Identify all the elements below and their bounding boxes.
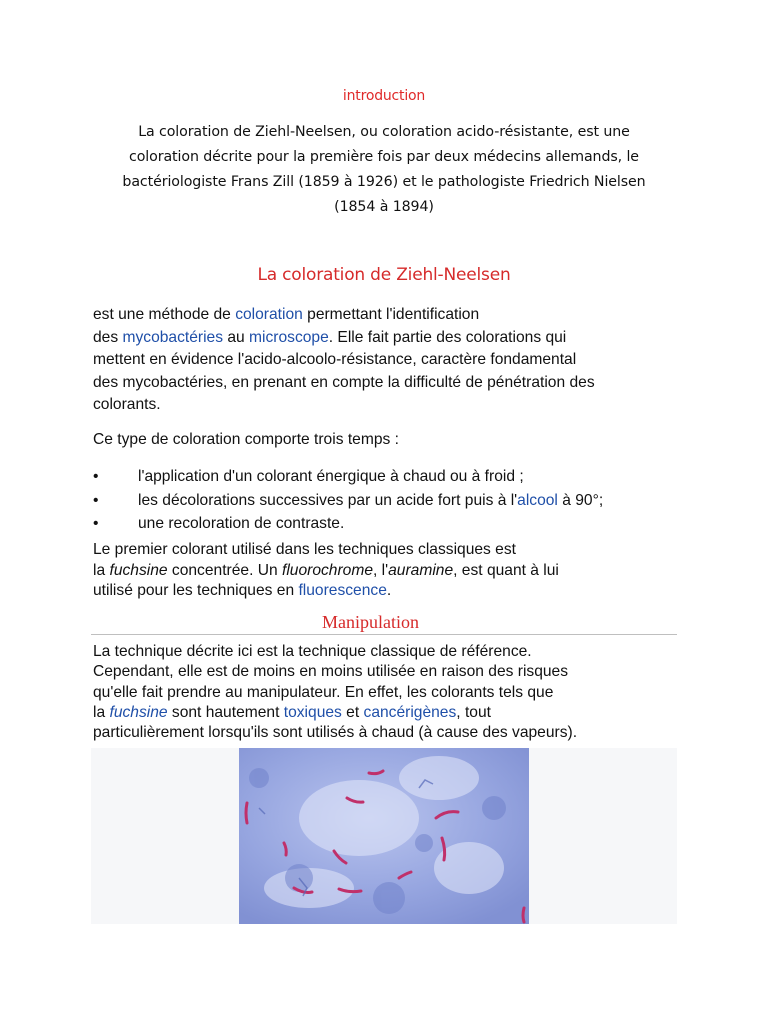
description-paragraph: est une méthode de coloration permettant l'identification des mycobactéries au microscope. Elle fait partie des colorations qui mettent en évidence l'acido-alcoolo-résistance, caractère fondamental des mycobactéries, en prenant en compte la difficulté de pénétration des colorants. bbox=[93, 306, 595, 413]
bullet-icon: • bbox=[93, 491, 99, 509]
fuchsine-link[interactable]: fuchsine bbox=[109, 703, 168, 721]
cancerigenes-link[interactable]: cancérigènes bbox=[363, 703, 457, 721]
manipulation-heading: Manipulation bbox=[322, 612, 419, 632]
toxiques-link[interactable]: toxiques bbox=[283, 703, 342, 721]
micrograph-image bbox=[239, 748, 529, 924]
intro-line: (1854 à 1894) bbox=[334, 199, 434, 215]
bullet-icon: • bbox=[93, 515, 99, 532]
intro-line: La coloration de Ziehl-Neelsen, ou coloration acido-résistante, est une bbox=[138, 124, 630, 140]
list-item: • les décolorations successives par un acide fort puis à l'alcool à 90°; bbox=[90, 489, 690, 513]
bullet-icon: • bbox=[93, 468, 99, 485]
fluorochrome-term: fluorochrome bbox=[282, 561, 374, 579]
intro-line: coloration décrite pour la première fois par deux médecins allemands, le bbox=[129, 149, 639, 165]
steps-list bbox=[90, 465, 690, 536]
intro-line: bactériologiste Frans Zill (1859 à 1926) et le pathologiste Friedrich Nielsen bbox=[122, 174, 646, 190]
fuchsine-term: fuchsine bbox=[109, 561, 168, 579]
coloration-link[interactable]: coloration bbox=[235, 306, 303, 323]
manipulation-paragraph: La technique décrite ici est la technique classique de référence. Cependant, elle est de moins en moins utilisée en raison des risques qu'elle fait prendre au manipulateur. En effet, les colorants tels que la fuchsine sont hautement toxiques et cancérigènes, tout particulièrement lorsqu'ils sont utilisés à chaud (à cause des vapeurs). bbox=[93, 643, 578, 742]
colorant-paragraph: Le premier colorant utilisé dans les techniques classiques est la fuchsine concentrée. Un fluorochrome, l'auramine, est quant à lui utilisé pour les techniques en fluorescence. bbox=[93, 541, 559, 599]
auramine-term: auramine bbox=[388, 561, 454, 579]
section-heading: La coloration de Ziehl-Neelsen bbox=[257, 265, 511, 285]
list-item: • une recoloration de contraste. bbox=[90, 512, 690, 536]
heading-divider bbox=[91, 634, 677, 635]
steps-intro: Ce type de coloration comporte trois temps : bbox=[93, 431, 399, 448]
list-item: • l'application d'un colorant énergique à chaud ou à froid ; bbox=[90, 465, 690, 489]
intro-heading: introduction bbox=[342, 88, 426, 104]
microscope-link[interactable]: microscope bbox=[249, 328, 329, 346]
alcool-link[interactable]: alcool bbox=[517, 491, 558, 509]
fluorescence-link[interactable]: fluorescence bbox=[298, 582, 387, 599]
mycobacteries-link[interactable]: mycobactéries bbox=[122, 328, 224, 346]
intro-paragraph bbox=[100, 120, 668, 220]
